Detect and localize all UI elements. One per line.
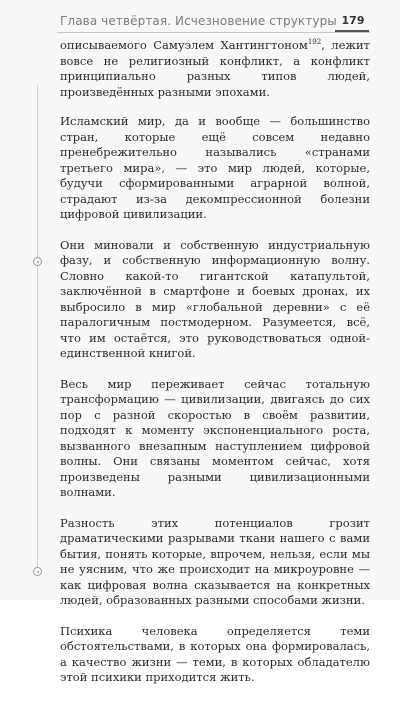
page-number: 179 (341, 14, 365, 27)
body-text (60, 38, 370, 701)
paragraph: Исламский мир, да и вообще — большинство стран, которые ещё совсем недавно пренебрежительно назывались «странами третьего мира», — это мир людей, которые, будучи сформированными аграрной волной, страдают из-за декомпрессионной болезни цифровой цивилизации. (60, 114, 370, 221)
margin-ornament-bottom (33, 567, 42, 576)
paragraph (60, 38, 370, 100)
footnote-ref: 192 (307, 38, 322, 47)
paragraph-text: описываемого Самуэлем Хантингтоном (60, 38, 308, 52)
paragraph: Психика человека определяется теми обстоятельствами, в которых она формировалась, а качество жизни — теми, в которых обладателю этой психики приходится жить. (60, 623, 370, 684)
paragraph-text: , лежит вовсе не религиозный конфликт, а конфликт принципиально разных типов людей, произведённых разными эпохами. (60, 38, 371, 99)
margin-line (37, 85, 38, 573)
paragraph: Разность этих потенциалов грозит драматическими разрывами ткани нашего с вами бытия, понять которые, впрочем, нельзя, если мы не уясним, что же происходит на микроуровне — как цифровая волна сказывается на конкретных людей, образованных разными способами жизни. (60, 515, 370, 607)
header-rule (57, 32, 370, 33)
margin-ornament-top (33, 257, 42, 266)
chapter-title: Глава четвёртая. Исчезновение структуры (60, 14, 337, 28)
running-header (0, 0, 400, 32)
paragraph: Они миновали и собственную индустриальную фазу, и собственную информационную волну. Словно какой-то гигантской катапультой, заключённой в смартфоне и боевых дронах, их выбросило в мир «глобальной деревни» с её паралогичным постмодерном. Разумеется, всё, что им остаётся, это руководствоваться одной-единственной книгой. (60, 237, 370, 360)
paragraph: Весь мир переживает сейчас тотальную трансформацию — цивилизации, двигаясь до сих пор с разной скоростью в своём развитии, подходят к моменту экспоненциального роста, вызванного внезапным наступлением цифровой волны. Они связаны моментом сейчас, хотя произведены разными цивилизационными волнами. (60, 376, 370, 499)
